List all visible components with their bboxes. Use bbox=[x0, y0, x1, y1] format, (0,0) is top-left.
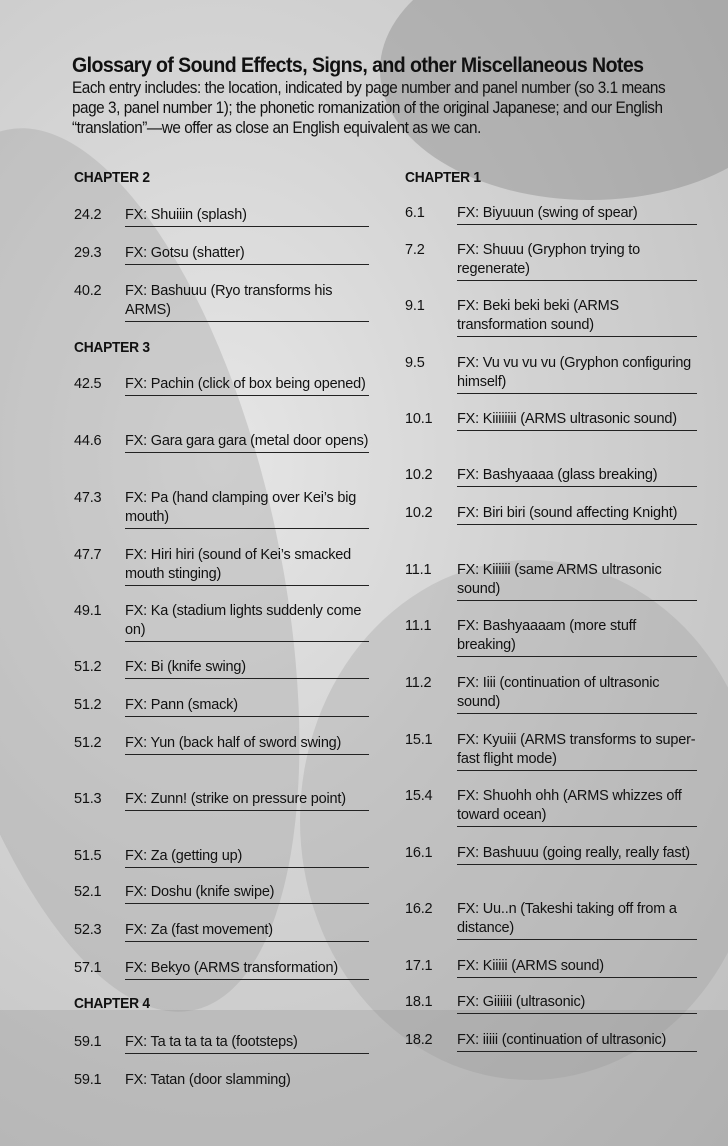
entry-location: 29.3 bbox=[74, 245, 102, 261]
entry-text: FX: Ta ta ta ta ta (footsteps) bbox=[125, 1033, 369, 1054]
entry-text: FX: Kiiiiiiii (ARMS ultrasonic sound) bbox=[457, 410, 697, 431]
entry-location: 10.2 bbox=[405, 467, 433, 483]
chapter-heading: CHAPTER 2 bbox=[74, 169, 150, 186]
entry-location: 16.2 bbox=[405, 901, 433, 917]
entry-text: FX: Kyuiii (ARMS transforms to super-fast flight mode) bbox=[457, 731, 697, 771]
entry-text: FX: Ka (stadium lights suddenly come on) bbox=[125, 602, 369, 642]
entry-location: 59.1 bbox=[74, 1072, 102, 1088]
entry-text: FX: Hiri hiri (sound of Kei’s smacked mouth stinging) bbox=[125, 546, 369, 586]
entry-location: 16.1 bbox=[405, 845, 433, 861]
entry-text: FX: Shuuu (Gryphon trying to regenerate) bbox=[457, 241, 697, 281]
entry-location: 51.2 bbox=[74, 735, 102, 751]
entry-location: 18.1 bbox=[405, 994, 433, 1010]
entry-location: 59.1 bbox=[74, 1034, 102, 1050]
chapter-heading: CHAPTER 3 bbox=[74, 339, 150, 356]
entry-location: 9.1 bbox=[405, 298, 425, 314]
entry-location: 47.7 bbox=[74, 547, 102, 563]
entry-text: FX: Kiiiii (ARMS sound) bbox=[457, 957, 697, 978]
entry-location: 47.3 bbox=[74, 490, 102, 506]
entry-text: FX: Shuiiin (splash) bbox=[125, 206, 369, 227]
entry-location: 18.2 bbox=[405, 1032, 433, 1048]
entry-text: FX: Pann (smack) bbox=[125, 696, 369, 717]
entry-text: FX: Uu..n (Takeshi taking off from a distance) bbox=[457, 900, 697, 940]
entry-text: FX: Doshu (knife swipe) bbox=[125, 883, 369, 904]
entry-location: 52.1 bbox=[74, 884, 102, 900]
left-column bbox=[74, 0, 374, 1146]
entry-location: 51.2 bbox=[74, 697, 102, 713]
entry-location: 51.3 bbox=[74, 791, 102, 807]
entry-text: FX: iiiii (continuation of ultrasonic) bbox=[457, 1031, 697, 1052]
entry-text: FX: Bashyaaaam (more stuff breaking) bbox=[457, 617, 697, 657]
entry-text: FX: Bekyo (ARMS transformation) bbox=[125, 959, 369, 980]
entry-text: FX: Pachin (click of box being opened) bbox=[125, 375, 369, 396]
entry-text: FX: Pa (hand clamping over Kei’s big mouth) bbox=[125, 489, 369, 529]
entry-text: FX: Gotsu (shatter) bbox=[125, 244, 369, 265]
entry-text: FX: Biyuuun (swing of spear) bbox=[457, 204, 697, 225]
entry-text: FX: Giiiiii (ultrasonic) bbox=[457, 993, 697, 1014]
entry-text: FX: Biri biri (sound affecting Knight) bbox=[457, 504, 697, 525]
right-column bbox=[405, 0, 725, 1146]
entry-location: 11.1 bbox=[405, 618, 432, 634]
entry-location: 11.2 bbox=[405, 675, 432, 691]
chapter-heading: CHAPTER 1 bbox=[405, 169, 481, 186]
entry-text: FX: Tatan (door slamming) bbox=[125, 1072, 291, 1088]
entry-text: FX: Vu vu vu vu (Gryphon configuring himself) bbox=[457, 354, 697, 394]
entry-location: 24.2 bbox=[74, 207, 102, 223]
entry-location: 17.1 bbox=[405, 958, 433, 974]
entry-location: 52.3 bbox=[74, 922, 102, 938]
entry-text: FX: Za (fast movement) bbox=[125, 921, 369, 942]
glossary-intro: Each entry includes: the location, indicated by page number and panel number (so 3.1 means page 3, panel number 1); the phonetic romanization of the original Japanese; and our English “translation”—we offer as close an English equivalent as we can. bbox=[72, 78, 666, 137]
entry-location: 44.6 bbox=[74, 433, 102, 449]
entry-text: FX: Shuohh ohh (ARMS whizzes off toward ocean) bbox=[457, 787, 697, 827]
entry-text: FX: Beki beki beki (ARMS transformation sound) bbox=[457, 297, 697, 337]
entry-text: FX: Bashyaaaa (glass breaking) bbox=[457, 466, 697, 487]
chapter-heading: CHAPTER 4 bbox=[74, 995, 150, 1012]
entry-text: FX: Gara gara gara (metal door opens) bbox=[125, 432, 369, 453]
entry-location: 51.5 bbox=[74, 848, 102, 864]
entry-text: FX: Kiiiiii (same ARMS ultrasonic sound) bbox=[457, 561, 697, 601]
entry-text: FX: Iiii (continuation of ultrasonic sound) bbox=[457, 674, 697, 714]
entry-location: 42.5 bbox=[74, 376, 102, 392]
glossary-title: Glossary of Sound Effects, Signs, and other Miscellaneous Notes bbox=[72, 54, 644, 77]
entry-text: FX: Bashuuu (Ryo transforms his ARMS) bbox=[125, 282, 369, 322]
entry-text: FX: Za (getting up) bbox=[125, 847, 369, 868]
entry-text: FX: Yun (back half of sword swing) bbox=[125, 734, 369, 755]
entry-location: 9.5 bbox=[405, 355, 425, 371]
entry-location: 51.2 bbox=[74, 659, 102, 675]
entry-location: 40.2 bbox=[74, 283, 102, 299]
entry-text: FX: Bashuuu (going really, really fast) bbox=[457, 844, 697, 865]
entry-text: FX: Zunn! (strike on pressure point) bbox=[125, 790, 369, 811]
entry-location: 10.2 bbox=[405, 505, 433, 521]
entry-location: 15.1 bbox=[405, 732, 433, 748]
entry-location: 6.1 bbox=[405, 205, 425, 221]
entry-location: 11.1 bbox=[405, 562, 432, 578]
entry-location: 7.2 bbox=[405, 242, 425, 258]
entry-text: FX: Bi (knife swing) bbox=[125, 658, 369, 679]
entry-location: 49.1 bbox=[74, 603, 102, 619]
entry-location: 57.1 bbox=[74, 960, 102, 976]
entry-location: 10.1 bbox=[405, 411, 433, 427]
entry-location: 15.4 bbox=[405, 788, 433, 804]
